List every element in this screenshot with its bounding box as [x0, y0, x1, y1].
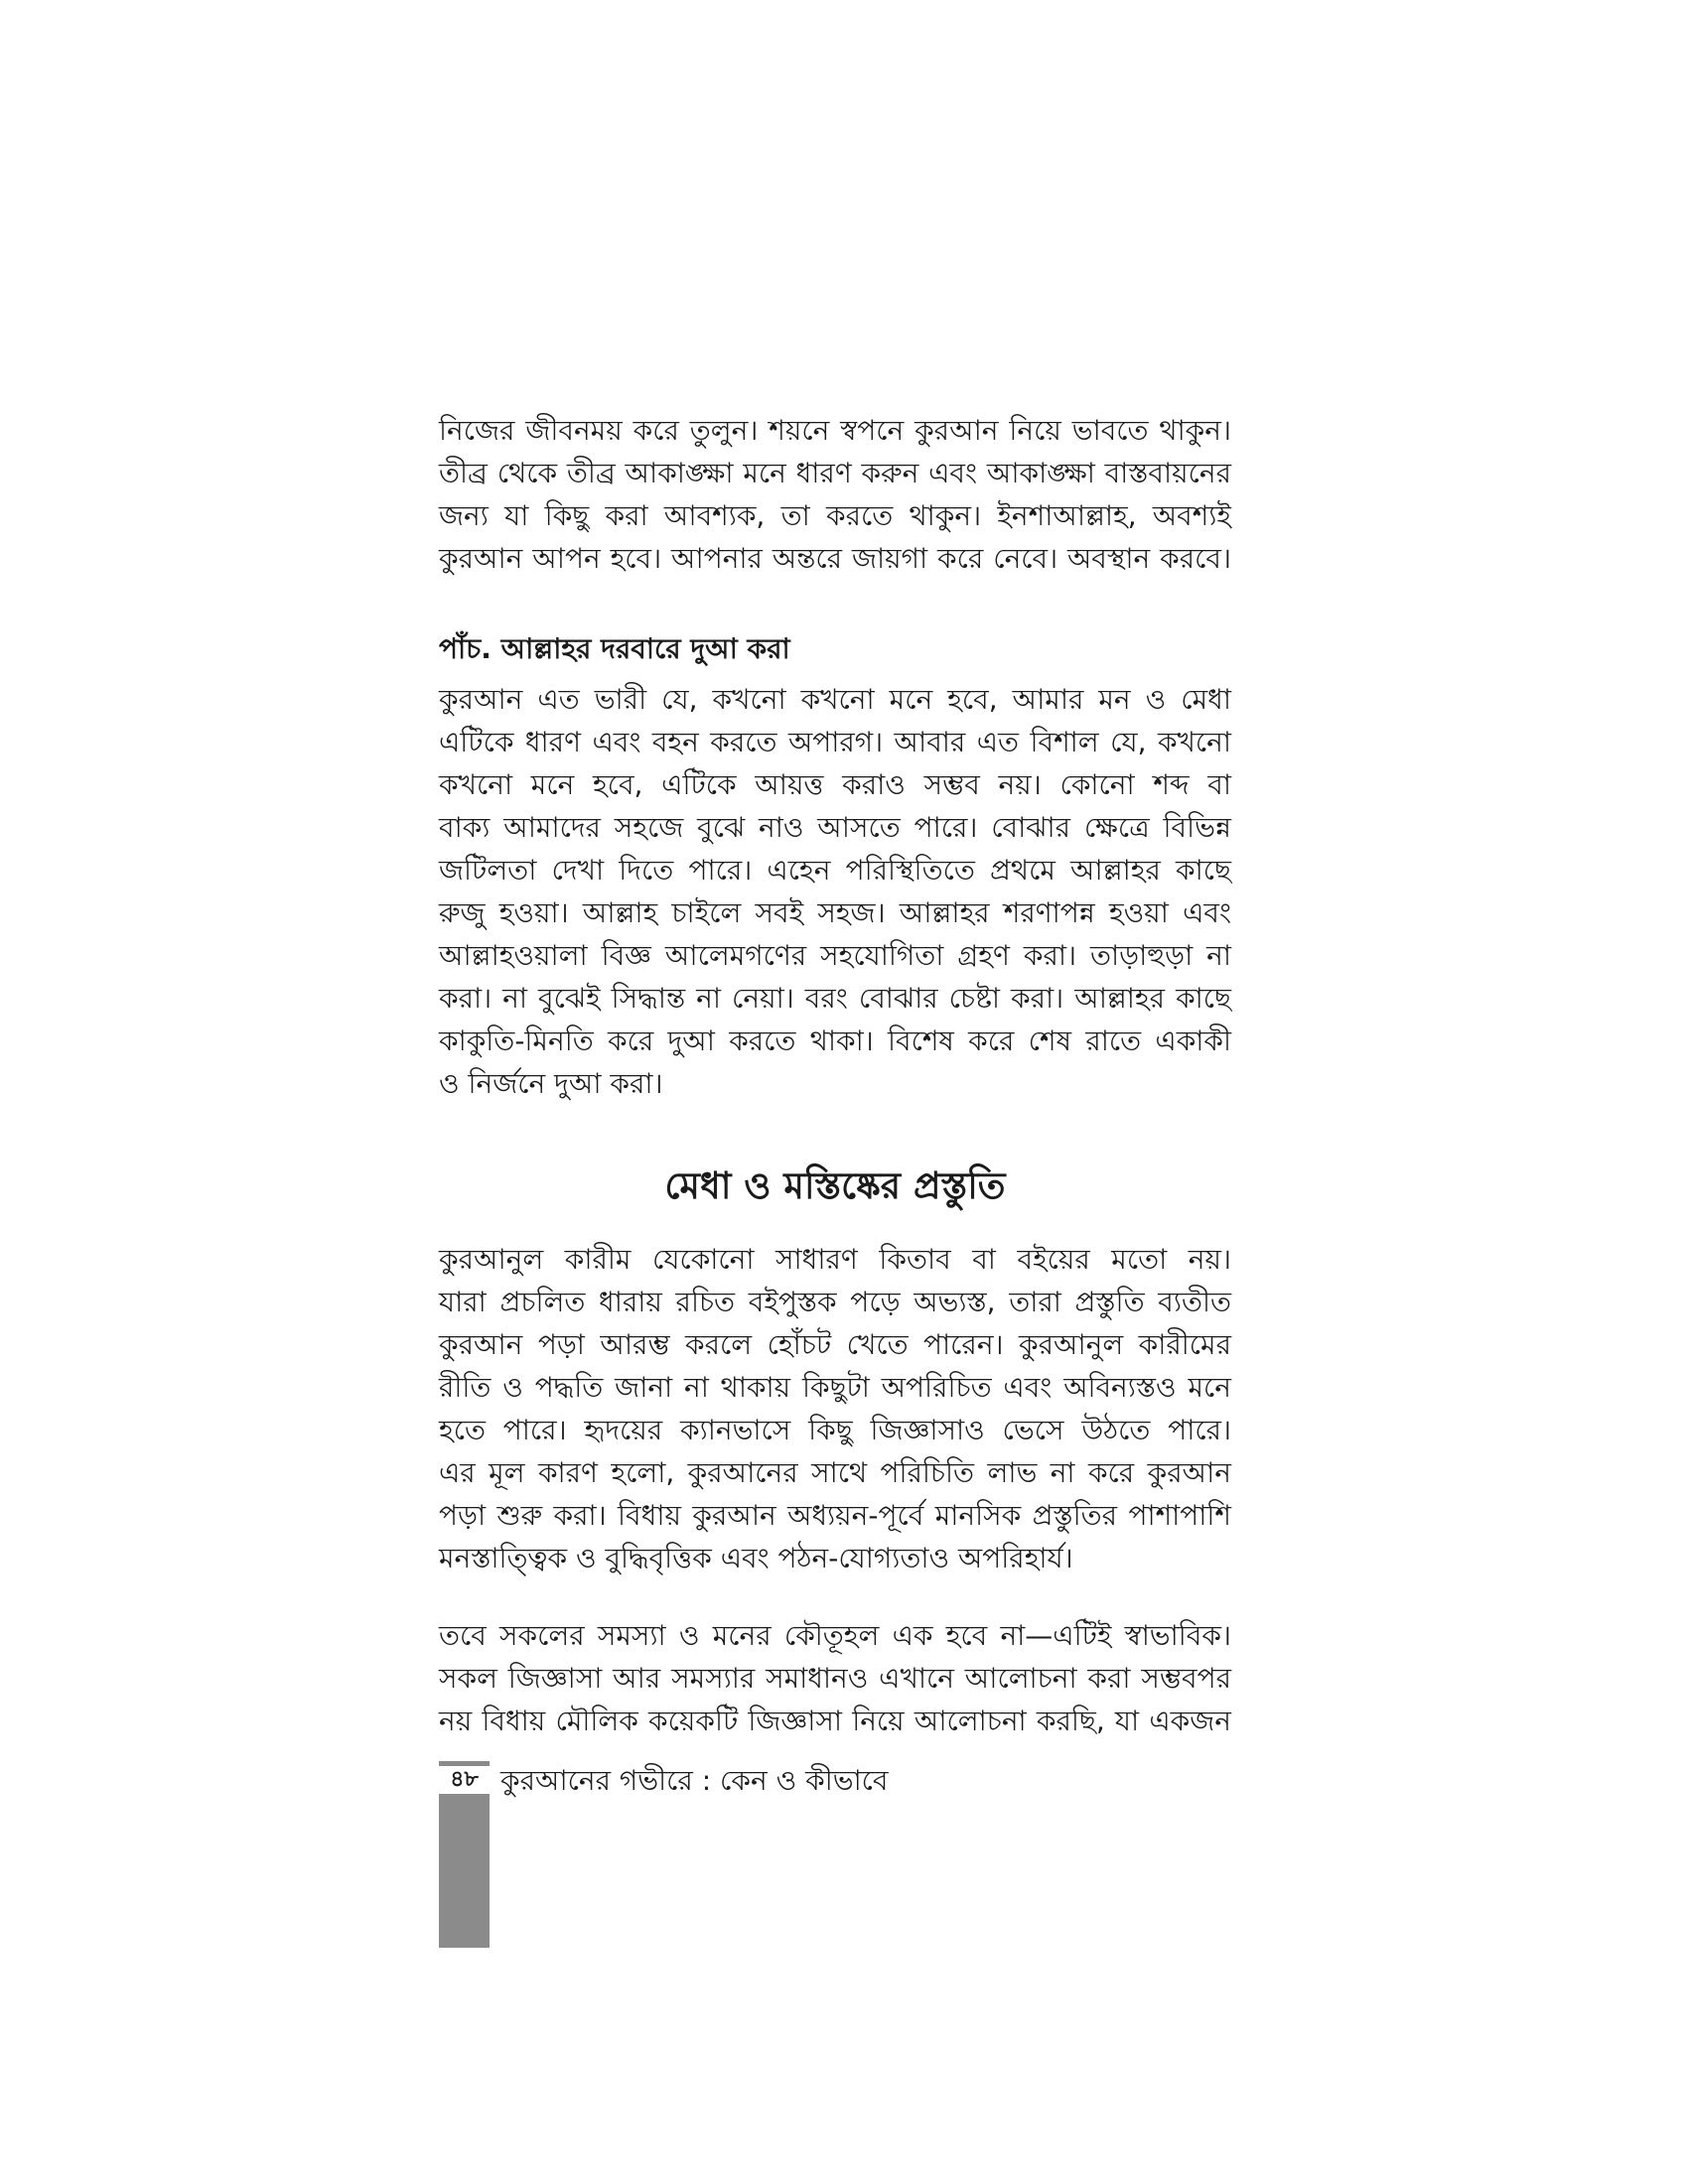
paragraph-line: জন্য যা কিছু করা আবশ্যক, তা করতে থাকুন। ইনশাআল্লাহ, অবশ্যই [439, 499, 1231, 532]
intro-paragraph [439, 409, 1231, 580]
paragraph-line: কুরআনুল কারীম যেকোনো সাধারণ কিতাব বা বইয়ের মতো নয়। [439, 1243, 1231, 1276]
paragraph-line: বাক্য আমাদের সহজে বুঝে নাও আসতে পারে। বোঝার ক্ষেত্রে বিভিন্ন [439, 811, 1231, 844]
paragraph-line: এটিকে ধারণ এবং বহন করতে অপারগ। আবার এত বিশাল যে, কখনো [439, 726, 1231, 758]
running-footer-title: কুরআনের গভীরে : কেন ও কীভাবে [500, 1764, 889, 1797]
chapter-paragraph [439, 1238, 1231, 1579]
paragraph-line: কুরআন পড়া আরম্ভ করলে হোঁচট খেতে পারেন। কুরআনুল কারীমের [439, 1328, 1231, 1361]
paragraph-line: কুরআন আপন হবে। আপনার অন্তরে জায়গা করে নেবে। অবস্থান করবে। [439, 542, 1231, 575]
chapter-title: মেধা ও মস্তিষ্কের প্রস্তুতি [664, 1164, 1006, 1207]
paragraph-line: আল্লাহওয়ালা বিজ্ঞ আলেমগণের সহযোগিতা গ্রহণ করা। তাড়াহুড়া না [439, 939, 1231, 972]
paragraph-line: মনস্তাত্ত্বিক ও বুদ্ধিবৃত্তিক এবং পঠন-যোগ্যতাও অপরিহার্য। [439, 1542, 1073, 1574]
paragraph-line: হতে পারে। হৃদয়ের ক্যানভাসে কিছু জিজ্ঞাসাও ভেসে উঠতে পারে। [439, 1414, 1231, 1446]
paragraph-line: তীব্র থেকে তীব্র আকাঙ্ক্ষা মনে ধারণ করুন এবং আকাঙ্ক্ষা বাস্তবায়নের [439, 457, 1231, 489]
paragraph-line: কাকুতি-মিনতি করে দুআ করতে থাকা। বিশেষ করে শেষ রাতে একাকী [439, 1024, 1231, 1057]
paragraph-line: জটিলতা দেখা দিতে পারে। এহেন পরিস্থিতিতে প্রথমে আল্লাহর কাছে [439, 854, 1231, 887]
paragraph-line: সকল জিজ্ঞাসা আর সমস্যার সমাধানও এখানে আলোচনা করা সম্ভবপর [439, 1662, 1231, 1695]
paragraph-line: করা। না বুঝেই সিদ্ধান্ত না নেয়া। বরং বোঝার চেষ্টা করা। আল্লাহর কাছে [439, 982, 1231, 1015]
paragraph-line: এর মূল কারণ হলো, কুরআনের সাথে পরিচিতি লাভ না করে কুরআন [439, 1456, 1231, 1489]
section-heading: পাঁচ. আল্লাহর দরবারে দুআ করা [439, 632, 790, 665]
paragraph-line: তবে সকলের সমস্যা ও মনের কৌতূহল এক হবে না—এটিই স্বাভাবিক। [439, 1619, 1231, 1652]
paragraph-line: পড়া শুরু করা। বিধায় কুরআন অধ্যয়ন-পূর্বে মানসিক প্রস্তুতির পাশাপাশি [439, 1499, 1231, 1532]
section-paragraph [439, 678, 1231, 1105]
page-number: ৪৮ [439, 1766, 490, 1794]
paragraph-line: কখনো মনে হবে, এটিকে আয়ত্ত করাও সম্ভব নয়। কোনো শব্দ বা [439, 768, 1231, 801]
paragraph-line: নয় বিধায় মৌলিক কয়েকটি জিজ্ঞাসা নিয়ে আলোচনা করছি, যা একজন [439, 1705, 1231, 1737]
paragraph-line: রীতি ও পদ্ধতি জানা না থাকায় কিছুটা অপরিচিত এবং অবিন্যস্তও মনে [439, 1371, 1231, 1404]
paragraph-line: যারা প্রচলিত ধারায় রচিত বইপুস্তক পড়ে অভ্যস্ত, তারা প্রস্তুতি ব্যতীত [439, 1286, 1231, 1318]
paragraph-line: রুজু হওয়া। আল্লাহ চাইলে সবই সহজ। আল্লাহর শরণাপন্ন হওয়া এবং [439, 896, 1231, 929]
chapter-paragraph [439, 1614, 1231, 1742]
paragraph-line: ও নির্জনে দুআ করা। [439, 1067, 663, 1100]
paragraph-line: নিজের জীবনময় করে তুলুন। শয়নে স্বপনে কুরআন নিয়ে ভাবতে থাকুন। [439, 414, 1231, 447]
paragraph-line: কুরআন এত ভারী যে, কখনো কখনো মনে হবে, আমার মন ও মেধা [439, 683, 1231, 716]
